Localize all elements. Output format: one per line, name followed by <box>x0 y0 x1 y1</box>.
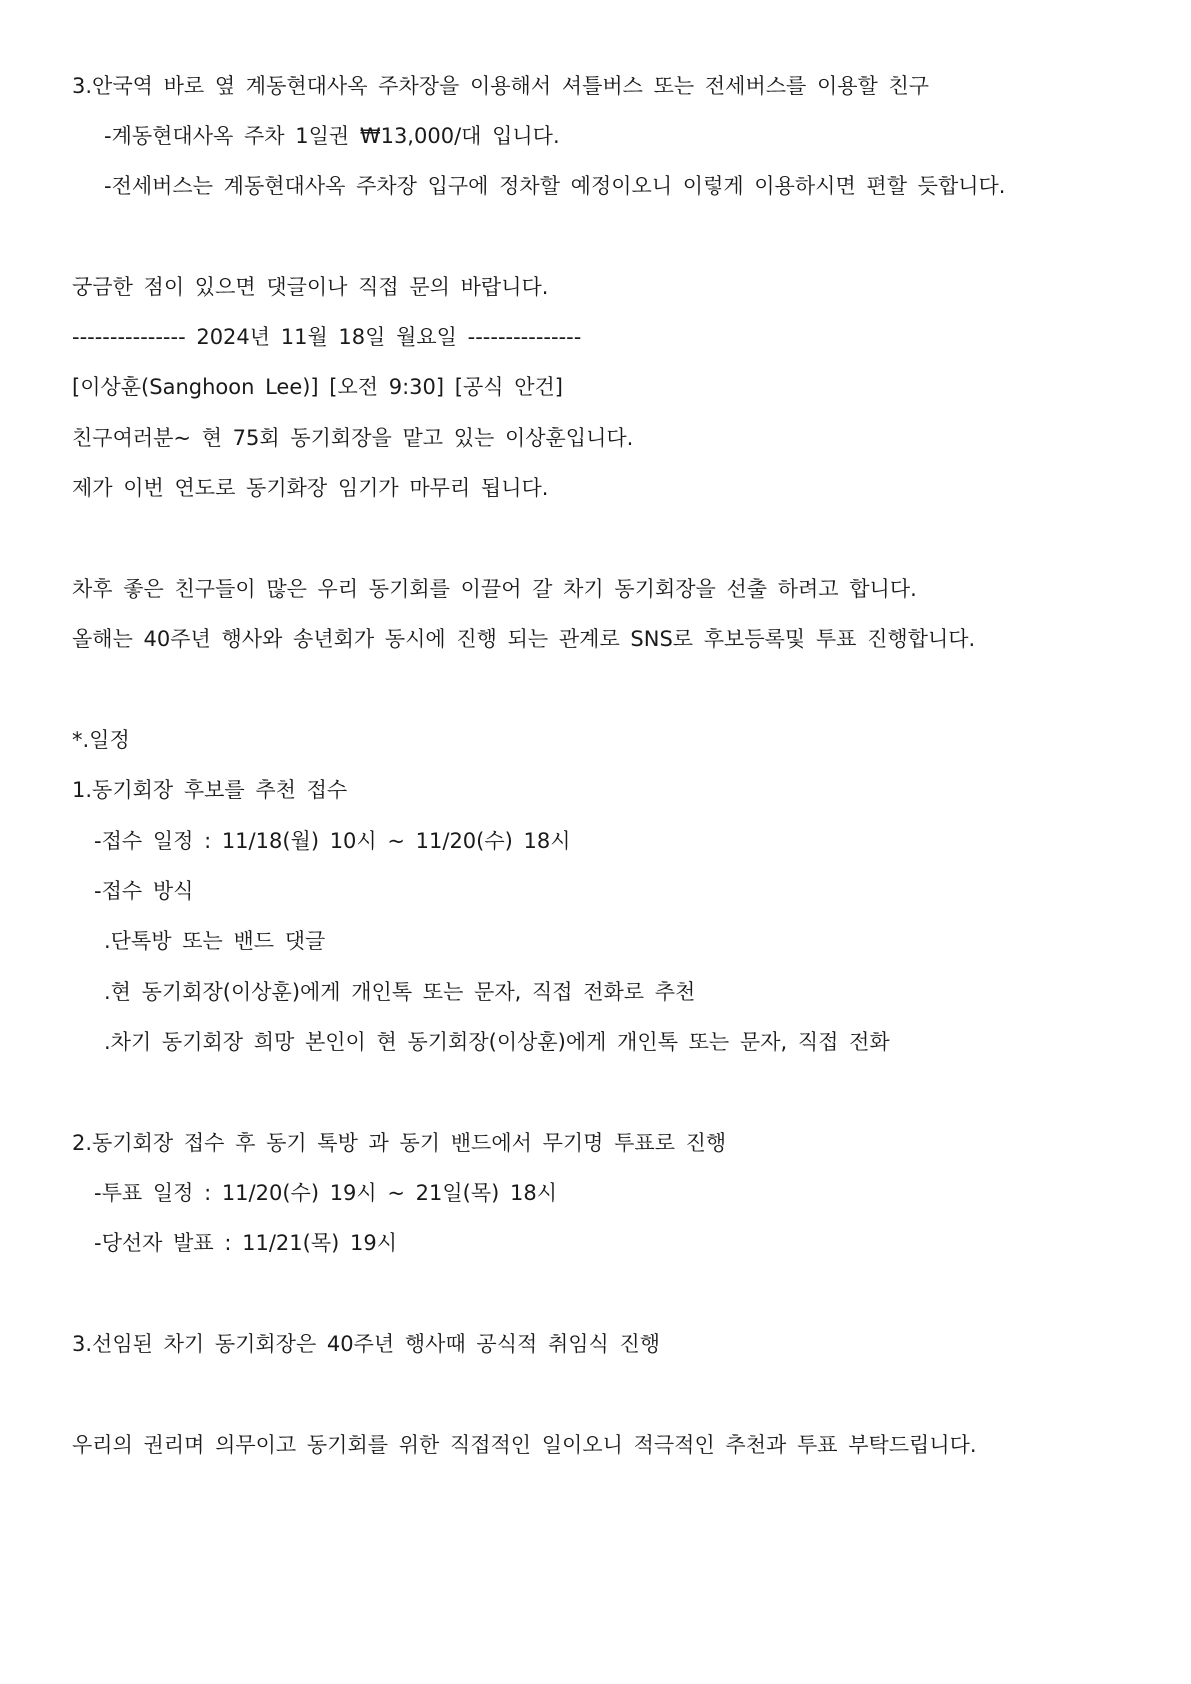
section-heading: *.일정 <box>72 728 130 752</box>
list-item: 2.동기회장 접수 후 동기 톡방 과 동기 밴드에서 무기명 투표로 진행 <box>72 1131 727 1155</box>
list-item: -투표 일정 : 11/20(수) 19시 ~ 21일(목) 18시 <box>94 1181 558 1205</box>
closing-line: 우리의 권리며 의무이고 동기회를 위한 직접적인 일이오니 적극적인 추천과 투표 부탁드립니다. <box>72 1433 977 1457</box>
text-line: -계동현대사옥 주차 1일권 ₩13,000/대 입니다. <box>104 124 560 148</box>
list-item: 1.동기회장 후보를 추천 접수 <box>72 778 348 802</box>
text-line: 차후 좋은 친구들이 많은 우리 동기회를 이끌어 갈 차기 동기회장을 선출 하려고 합니다. <box>72 577 917 601</box>
list-item: -접수 일정 : 11/18(월) 10시 ~ 11/20(수) 18시 <box>94 829 571 853</box>
text-line: 궁금한 점이 있으면 댓글이나 직접 문의 바랍니다. <box>72 275 549 299</box>
message-header: [이상훈(Sanghoon Lee)] [오전 9:30] [공식 안건] <box>72 375 563 399</box>
text-line: 친구여러분~ 현 75회 동기회장을 맡고 있는 이상훈입니다. <box>72 426 634 450</box>
date-separator: --------------- 2024년 11월 18일 월요일 --------------- <box>72 325 582 349</box>
text-line: 제가 이번 연도로 동기화장 임기가 마무리 됩니다. <box>72 476 549 500</box>
list-item: -당선자 발표 : 11/21(목) 19시 <box>94 1231 397 1255</box>
text-line: -전세버스는 계동현대사옥 주차장 입구에 정차할 예정이오니 이렇게 이용하시면 편할 듯합니다. <box>104 174 1006 198</box>
text-line: 3.안국역 바로 옆 계동현대사옥 주차장을 이용해서 셔틀버스 또는 전세버스를 이용할 친구 <box>72 74 930 98</box>
list-item: .차기 동기회장 희망 본인이 현 동기회장(이상훈)에게 개인톡 또는 문자, 직접 전화 <box>104 1030 890 1054</box>
list-item: .현 동기회장(이상훈)에게 개인톡 또는 문자, 직접 전화로 추천 <box>104 980 696 1004</box>
list-item: 3.선임된 차기 동기회장은 40주년 행사때 공식적 취임식 진행 <box>72 1332 661 1356</box>
list-item: .단톡방 또는 밴드 댓글 <box>104 929 326 953</box>
list-item: -접수 방식 <box>94 879 194 903</box>
text-line: 올해는 40주년 행사와 송년회가 동시에 진행 되는 관계로 SNS로 후보등록및 투표 진행합니다. <box>72 627 976 651</box>
